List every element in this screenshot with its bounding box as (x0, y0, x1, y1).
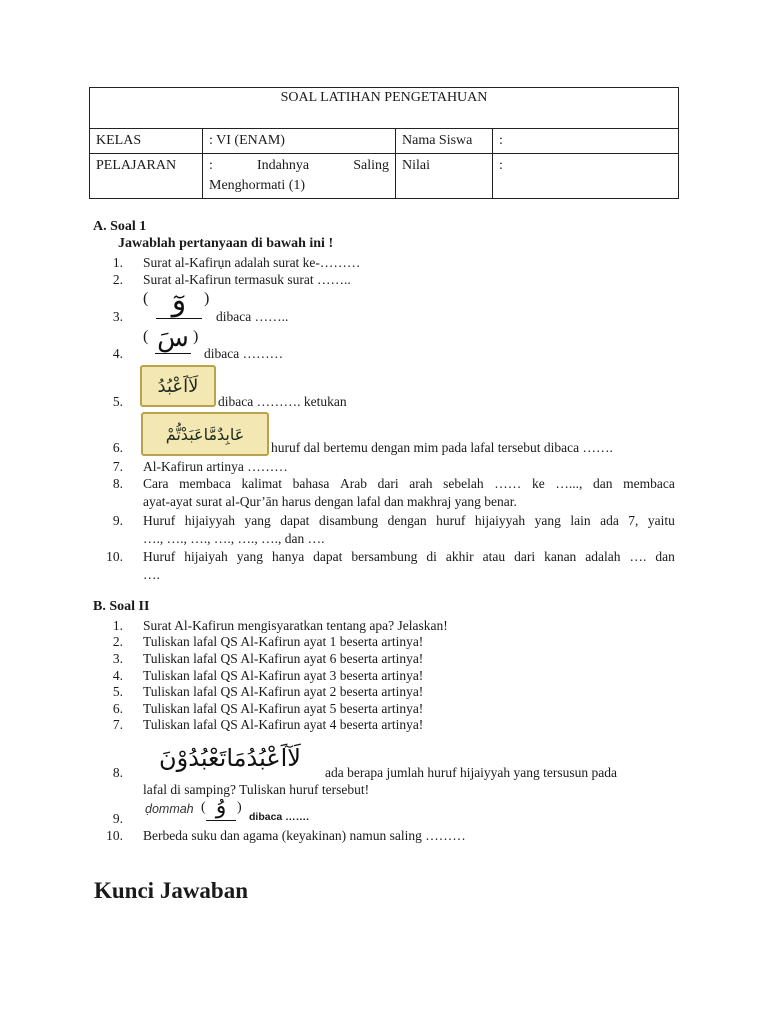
arabic-waw-glyph: وٓ (156, 284, 202, 319)
section-b-heading: B. Soal II (93, 599, 150, 614)
pelajaran-label: PELAJARAN (90, 154, 203, 199)
question-a-5-text: dibaca ………. ketukan (218, 394, 347, 409)
answer-key-heading: Kunci Jawaban (94, 878, 249, 903)
question-a-9-line2: …., …., …., …., …., …., dan …. (143, 531, 325, 546)
question-b-9-text: dibaca ……. (249, 811, 310, 823)
arabic-la-abudu-image: لَآاَعْبُدُ (140, 365, 216, 407)
question-a-8-line2: ayat-ayat surat al-Qur’ān harus dengan lafal dan makhraj yang benar. (143, 494, 517, 509)
arabic-waw-dommah-glyph: وُ (206, 794, 236, 821)
nama-siswa-label: Nama Siswa (396, 129, 493, 154)
question-a-6-text: huruf dal bertemu dengan mim pada lafal tersebut dibaca ……. (271, 440, 613, 455)
nama-siswa-value: : (493, 129, 679, 154)
nilai-label: Nilai (396, 154, 493, 199)
worksheet-title: SOAL LATIHAN PENGETAHUAN (90, 88, 679, 129)
kelas-value: : VI (ENAM) (203, 129, 396, 154)
worksheet-page: SOAL LATIHAN PENGETAHUAN KELAS : VI (ENAM) Nama Siswa : PELAJARAN : Indahnya Saling Menghormati (1) Nilai : A. Soal 1 Jawablah pertanyaan di bawah ini ! 1. Surat al-Kafirụn adalah surat ke-……… 2. Surat al-Kafirun termasuk surat …….. 3. ( وٓ ) dibaca …….. 4. ( سَ ) dibaca ……… 5. لَآاَعْبُدُ dibaca ………. ketukan 6. عَابِدٌمَّاعَبَدْتُّمْ huruf dal bertemu dengan mim pada lafal tersebut dibaca ……. 7. Al-Kafirun artinya ……… 8. Cara membaca kalimat bahasa Arab dari arah sebelah …… ke …..., dan membaca ayat-ayat surat al-Qur’ān harus dengan lafal dan makhraj yang benar. 9. Huruf hijaiyyah yang dapat disambung dengan huruf hijaiyyah yang lain ada 7, yaitu …., …., …., …., …., …., dan …. 10. Huruf hijaiyah yang hanya dapat bersambung di akhir atau dari kanan adalah …. dan …. B. Soal II 1. Surat Al-Kafirun mengisyaratkan tentang apa? Jelaskan! 2. Tuliskan lafal QS Al-Kafirun ayat 1 beserta artinya! 3. Tuliskan lafal QS Al-Kafirun ayat 6 beserta artinya! 4. Tuliskan lafal QS Al-Kafirun ayat 3 beserta artinya! 5. Tuliskan lafal QS Al-Kafirun ayat 2 beserta artinya! 6. Tuliskan lafal QS Al-Kafirun ayat 5 beserta artinya! 7. Tuliskan lafal QS Al-Kafirun ayat 4 beserta artinya! 8. لَآاَعْبُدُمَاتَعْبُدُوْنَ ada berapa jumlah huruf hijaiyyah yang tersusun pada lafal di samping? Tuliskan huruf tersebut! 9. ḍommah ( وُ ) dibaca ……. 10. Berbeda suku dan agama (keyakinan) namun saling ……… Kunci Jawaban (0, 0, 768, 1024)
dommah-label: ḍommah (145, 802, 194, 816)
question-b-8-line2: lafal di samping? Tuliskan huruf tersebut! (143, 782, 370, 797)
header-table (89, 87, 679, 199)
section-a-heading: A. Soal 1 (93, 219, 147, 234)
question-b-8-text: ada berapa jumlah huruf hijaiyyah yang tersusun pada (325, 765, 618, 780)
kelas-label: KELAS (90, 129, 203, 154)
question-a-10-line2: …. (143, 567, 160, 582)
arabic-la-abudu-ma-tabudun-image: لَآاَعْبُدُمَاتَعْبُدُوْنَ (159, 744, 301, 772)
arabic-abidum-image: عَابِدٌمَّاعَبَدْتُّمْ (141, 412, 269, 456)
section-a-instruction: Jawablah pertanyaan di bawah ini ! (118, 236, 334, 251)
arabic-sin-glyph: سَ (155, 323, 191, 354)
question-a-3-text: dibaca …….. (216, 309, 289, 324)
question-a-4-text: dibaca ……… (204, 346, 284, 361)
pelajaran-value: : Indahnya Saling Menghormati (1) (203, 154, 396, 199)
nilai-value: : (493, 154, 679, 199)
